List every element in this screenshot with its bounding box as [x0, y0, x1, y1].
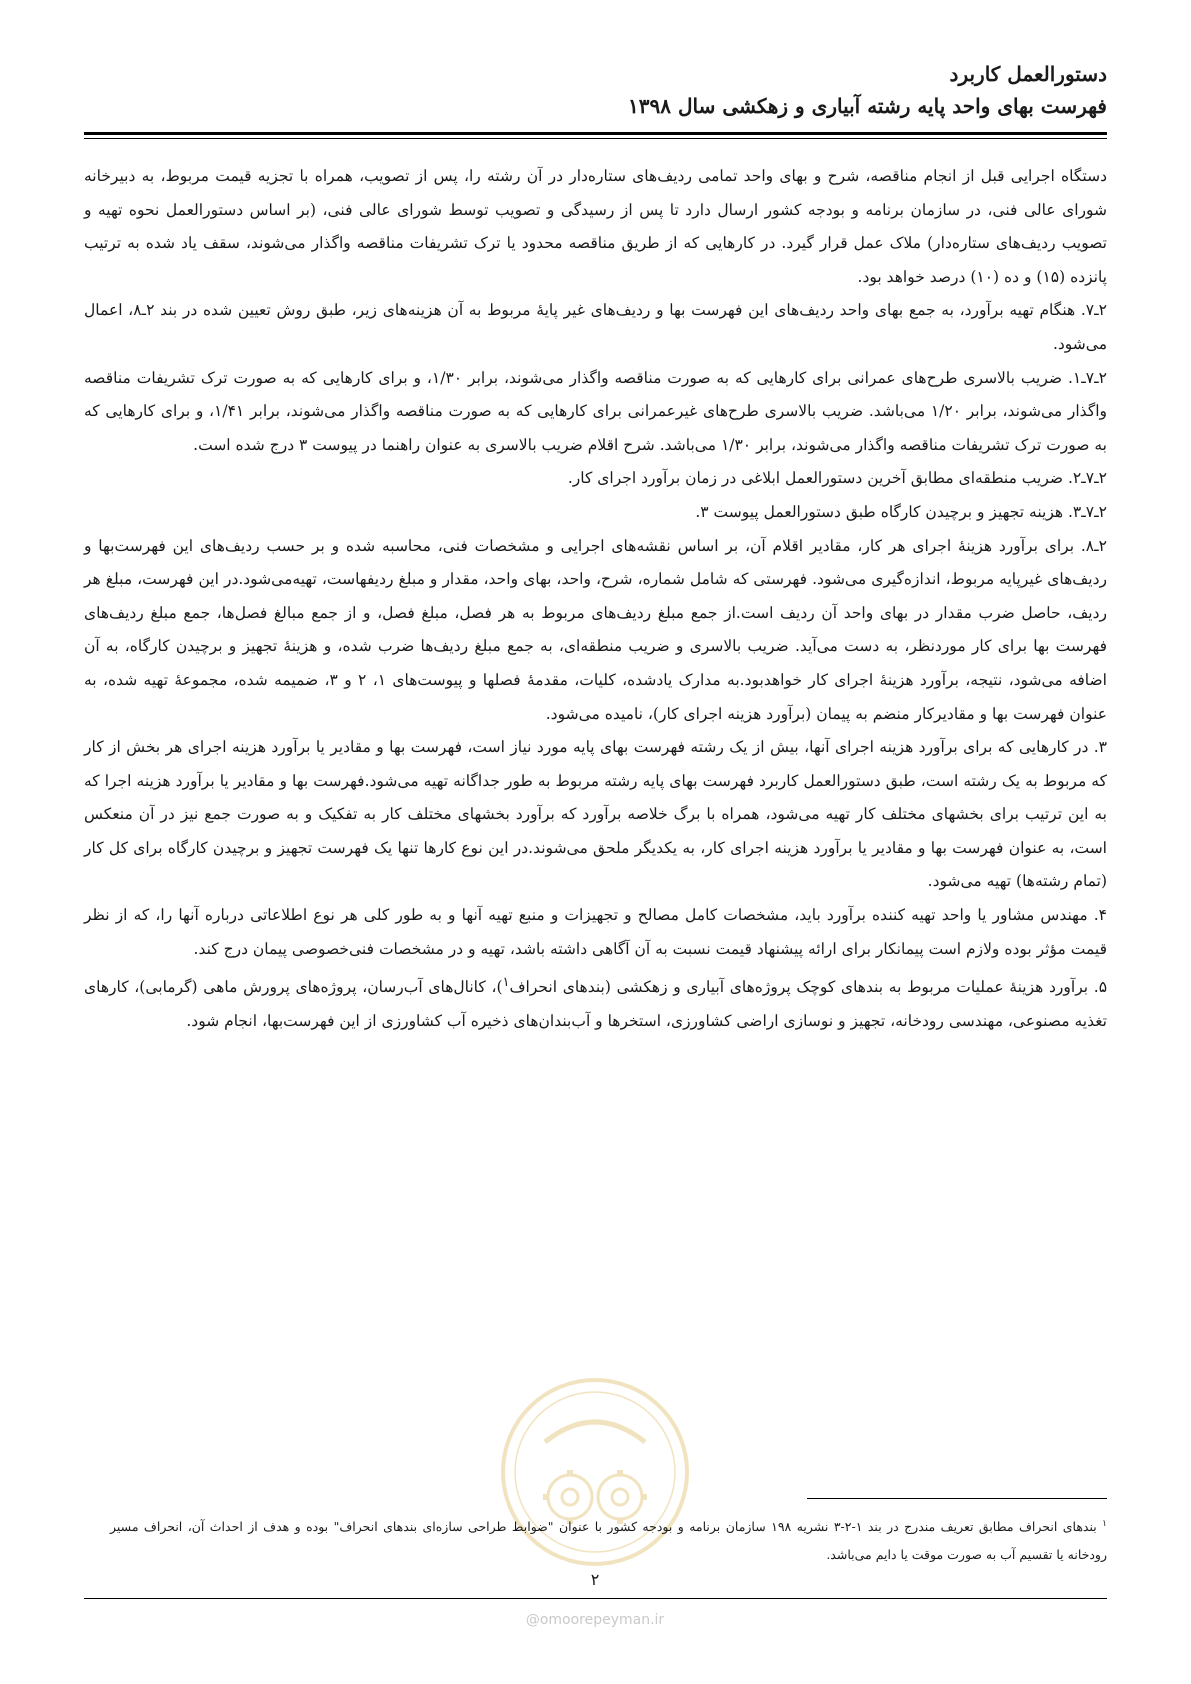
paragraph: ۲ـ۷ـ۲. ضریب منطقه‌ای مطابق آخرین دستورالعمل ابلاغی در زمان برآورد اجرای کار. — [567, 469, 1107, 488]
paragraph: ۳. در کارهایی که برای برآورد هزینه اجرای آنها، بیش از یک رشته فهرست بهای پایه مورد نیاز است، فهرست بها و مقادیر یا برآورد هزینه اجرای هر بخش از کار که مربوط به یک رشته است، طبق دستورالعمل کاربرد فهرست بهای پایه رشته مربوط به طور جداگانه تهیه می‌شود.فهرست بها و مقادیر یا برآورد هزینه اجرا که به این ترتیب برای بخشهای مختلف کار تهیه می‌شود، همراه با برگ خلاصه برآورد که برآورد بخشهای مختلف کار به تفکیک و به صورت جمع نیز در آن منعکس است، به عنوان فهرست بها و مقادیر یا برآورد هزینه اجرای کار، به یکدیگر ملحق می‌شوند.در این نوع کارها تنها یک فهرست تجهیز و برچیدن کارگاه برای کل کار (تمام رشته‌ها) تهیه می‌شود. — [84, 738, 1107, 891]
header-title-line1: دستورالعمل کاربرد — [949, 62, 1107, 86]
footnote-reference[interactable]: ۱ — [502, 975, 510, 991]
page-number: ۲ — [590, 1570, 600, 1589]
footnote — [110, 1510, 1107, 1569]
paragraph: ۲ـ۸. برای برآورد هزینهٔ اجرای هر کار، مقادیر اقلام آن، بر اساس نقشه‌های اجرایی و مشخصات فنی، محاسبه شده و بر حسب ردیف‌های این فهرست‌بها و ردیف‌های غیرپایه مربوط، اندازه‌گیری می‌شود. فهرستی که شامل شماره، شرح، واحد، بهای واحد، مقدار و مبلغ ردیفهاست، تهیه‌می‌شود.در این فهرست، مبلغ هر ردیف، حاصل ضرب مقدار در بهای واحد آن ردیف است.از جمع مبلغ ردیف‌های مربوط به هر فصل، مبلغ فصل، و از جمع مبالغ فصل‌ها، جمع مبلغ ردیف‌های فهرست بها برای کار موردنظر، به دست می‌آید. ضریب بالاسری و ضریب منطقه‌ای، به جمع مبلغ ردیف‌ها ضرب شده، و هزینهٔ تجهیز و برچیدن کارگاه، به آن اضافه می‌شود، نتیجه، برآورد هزینهٔ اجرای کار خواهدبود.به مدارک یادشده، کلیات، مقدمهٔ فصلها و پیوست‌های ۱، ۲ و ۳، ضمیمه شده، مجموعهٔ تهیه شده، به عنوان فهرست بها و مقادیرکار منضم به پیمان (برآورد هزینه اجرای کار)، نامیده می‌شود. — [84, 536, 1107, 723]
document-header — [84, 58, 1107, 122]
header-rule-thin — [84, 138, 1107, 139]
paragraph: دستگاه اجرایی قبل از انجام مناقصه، شرح و بهای واحد تمامی ردیف‌های ستاره‌دار در آن رشته را، پس از تصویب، همراه با تجزیه قیمت مربوط، به دبیرخانه شورای عالی فنی، در سازمان برنامه و بودجه کشور ارسال دارد تا پس از رسیدگی و تصویب توسط شورای عالی فنی، (بر اساس دستورالعمل نحوه تهیه و تصویب ردیف‌های ستاره‌دار) ملاک عمل قرار گیرد. در کارهایی که از طریق مناقصه محدود یا ترک تشریفات مناقصه واگذار می‌شوند، سقف یاد شده به ترتیب پانزده (۱۵) و ده (۱۰) درصد خواهد بود. — [84, 167, 1107, 286]
body-text — [84, 160, 1107, 1039]
paragraph: ۴. مهندس مشاور یا واحد تهیه کننده برآورد باید، مشخصات کامل مصالح و تجهیزات و منبع تهیه آنها و به طور کلی هر نوع اطلاعاتی درباره آنها را، که از نظر قیمت مؤثر بوده ولازم است پیمانکار برای ارائه پیشنهاد قیمت نسبت به آن آگاهی داشته باشد، تهیه و در مشخصات فنی‌خصوصی پیمان درج کند. — [84, 906, 1107, 958]
watermark-url: @omoorepeyman.ir — [525, 1612, 665, 1628]
footer-rule — [84, 1598, 1107, 1599]
footnote-marker: ۱ — [1102, 1519, 1107, 1529]
footnote-rule — [807, 1498, 1107, 1499]
paragraph-5 — [84, 966, 1107, 1038]
paragraph: ۲ـ۷ـ۳. هزینه تجهیز و برچیدن کارگاه طبق دستورالعمل پیوست ۳. — [695, 502, 1107, 521]
paragraph: ۲ـ۷ـ۱. ضریب بالاسری طرح‌های عمرانی برای کارهایی که به صورت مناقصه واگذار می‌شوند، برابر ۱/۳۰، و برای کارهایی که به صورت ترک تشریفات مناقصه واگذار می‌شوند، برابر ۱/۲۰ می‌باشد. ضریب بالاسری طرح‌های غیرعمرانی برای کارهایی که به صورت مناقصه واگذار می‌شوند، برابر ۱/۴۱، و برای کارهایی که به صورت ترک تشریفات مناقصه واگذار می‌شوند، برابر ۱/۳۰ می‌باشد. شرح اقلام ضریب بالاسری به عنوان راهنما در پیوست ۳ درج شده است. — [84, 368, 1107, 454]
paragraph-5-end: )، کانال‌های آب‌رسان، پروژه‌های پرورش ماهی (گرمابی)، کارهای تغذیه مصنوعی، مهندسی رودخانه، تجهیز و نوسازی اراضی کشاورزی، استخرها و آب‌بندان‌های ذخیره آب کشاورزی از این فهرست‌بها، انجام شود. — [84, 978, 1107, 1030]
header-title-line2: فهرست بهای واحد پایه رشته آبیاری و زهکشی سال ۱۳۹۸ — [628, 94, 1107, 118]
header-rule-thick — [84, 132, 1107, 135]
paragraph-5-start: ۵. برآورد هزینهٔ عملیات مربوط به بندهای کوچک پروژه‌های آبیاری و زهکشی (بندهای انحراف — [509, 978, 1108, 997]
footnote-text: بندهای انحراف مطابق تعریف مندرج در بند ۱-۲-۳ نشریه ۱۹۸ سازمان برنامه و بودجه کشور با عنوان "ضوابط طراحی سازه‌ای بندهای انحراف" بوده و هدف از احداث آن، انحراف مسیر رودخانه یا تقسیم آب به صورت موقت یا دایم می‌باشد. — [110, 1519, 1107, 1563]
paragraph: ۲ـ۷. هنگام تهیه برآورد، به جمع بهای واحد ردیف‌های این فهرست بها و ردیف‌های غیر پایهٔ مربوط به آن هزینه‌های زیر، طبق روش تعیین شده در بند ۲ـ۸، اعمال می‌شود. — [84, 301, 1107, 353]
